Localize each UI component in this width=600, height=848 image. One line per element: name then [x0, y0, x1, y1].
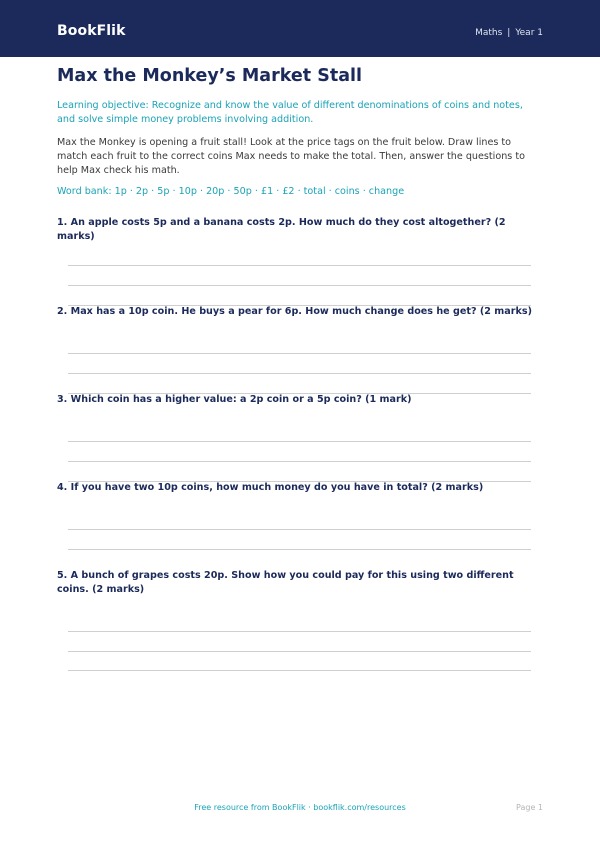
answer-line[interactable] [68, 353, 531, 354]
subject-year-label [475, 28, 543, 38]
answer-line[interactable] [68, 285, 531, 286]
answer-line[interactable] [68, 373, 531, 374]
answer-line[interactable] [68, 461, 531, 462]
intro-text: Max the Monkey is opening a fruit stall! Look at the price tags on the fruit below. Draw lines to match each fruit to the correct coins Max needs to make the total. Then, answer the questions to help Max check his math. [57, 137, 525, 176]
footer-credit: Free resource from BookFlik · bookflik.com/resources [194, 803, 406, 812]
answer-line[interactable] [68, 529, 531, 530]
page-title: Max the Monkey’s Market Stall [57, 66, 363, 86]
brand-logo-text: BookFlik [57, 23, 126, 39]
subject-label: Maths [475, 28, 503, 38]
answer-line[interactable] [68, 651, 531, 652]
answer-line[interactable] [68, 631, 531, 632]
word-bank: Word bank: 1p · 2p · 5p · 10p · 20p · 50p · £1 · £2 · total · coins · change [57, 186, 405, 197]
question-4: 4. If you have two 10p coins, how much money do you have in total? (2 marks) [57, 482, 484, 493]
question-3: 3. Which coin has a higher value: a 2p coin or a 5p coin? (1 mark) [57, 394, 412, 405]
answer-line[interactable] [68, 670, 531, 671]
answer-line[interactable] [68, 441, 531, 442]
separator: | [507, 28, 511, 38]
year-label: Year 1 [515, 28, 543, 38]
page-number: Page 1 [516, 803, 543, 812]
learning-objective: Learning objective: Recognize and know the value of different denominations of coins and notes, and solve simple money problems involving addition. [57, 100, 523, 125]
question-1: 1. An apple costs 5p and a banana costs 2p. How much do they cost altogether? (2 marks) [57, 217, 506, 242]
page-header [0, 0, 600, 57]
question-5: 5. A bunch of grapes costs 20p. Show how you could pay for this using two different coins. (2 marks) [57, 570, 514, 595]
answer-line[interactable] [68, 549, 531, 550]
answer-line[interactable] [68, 265, 531, 266]
question-2: 2. Max has a 10p coin. He buys a pear for 6p. How much change does he get? (2 marks) [57, 306, 532, 317]
